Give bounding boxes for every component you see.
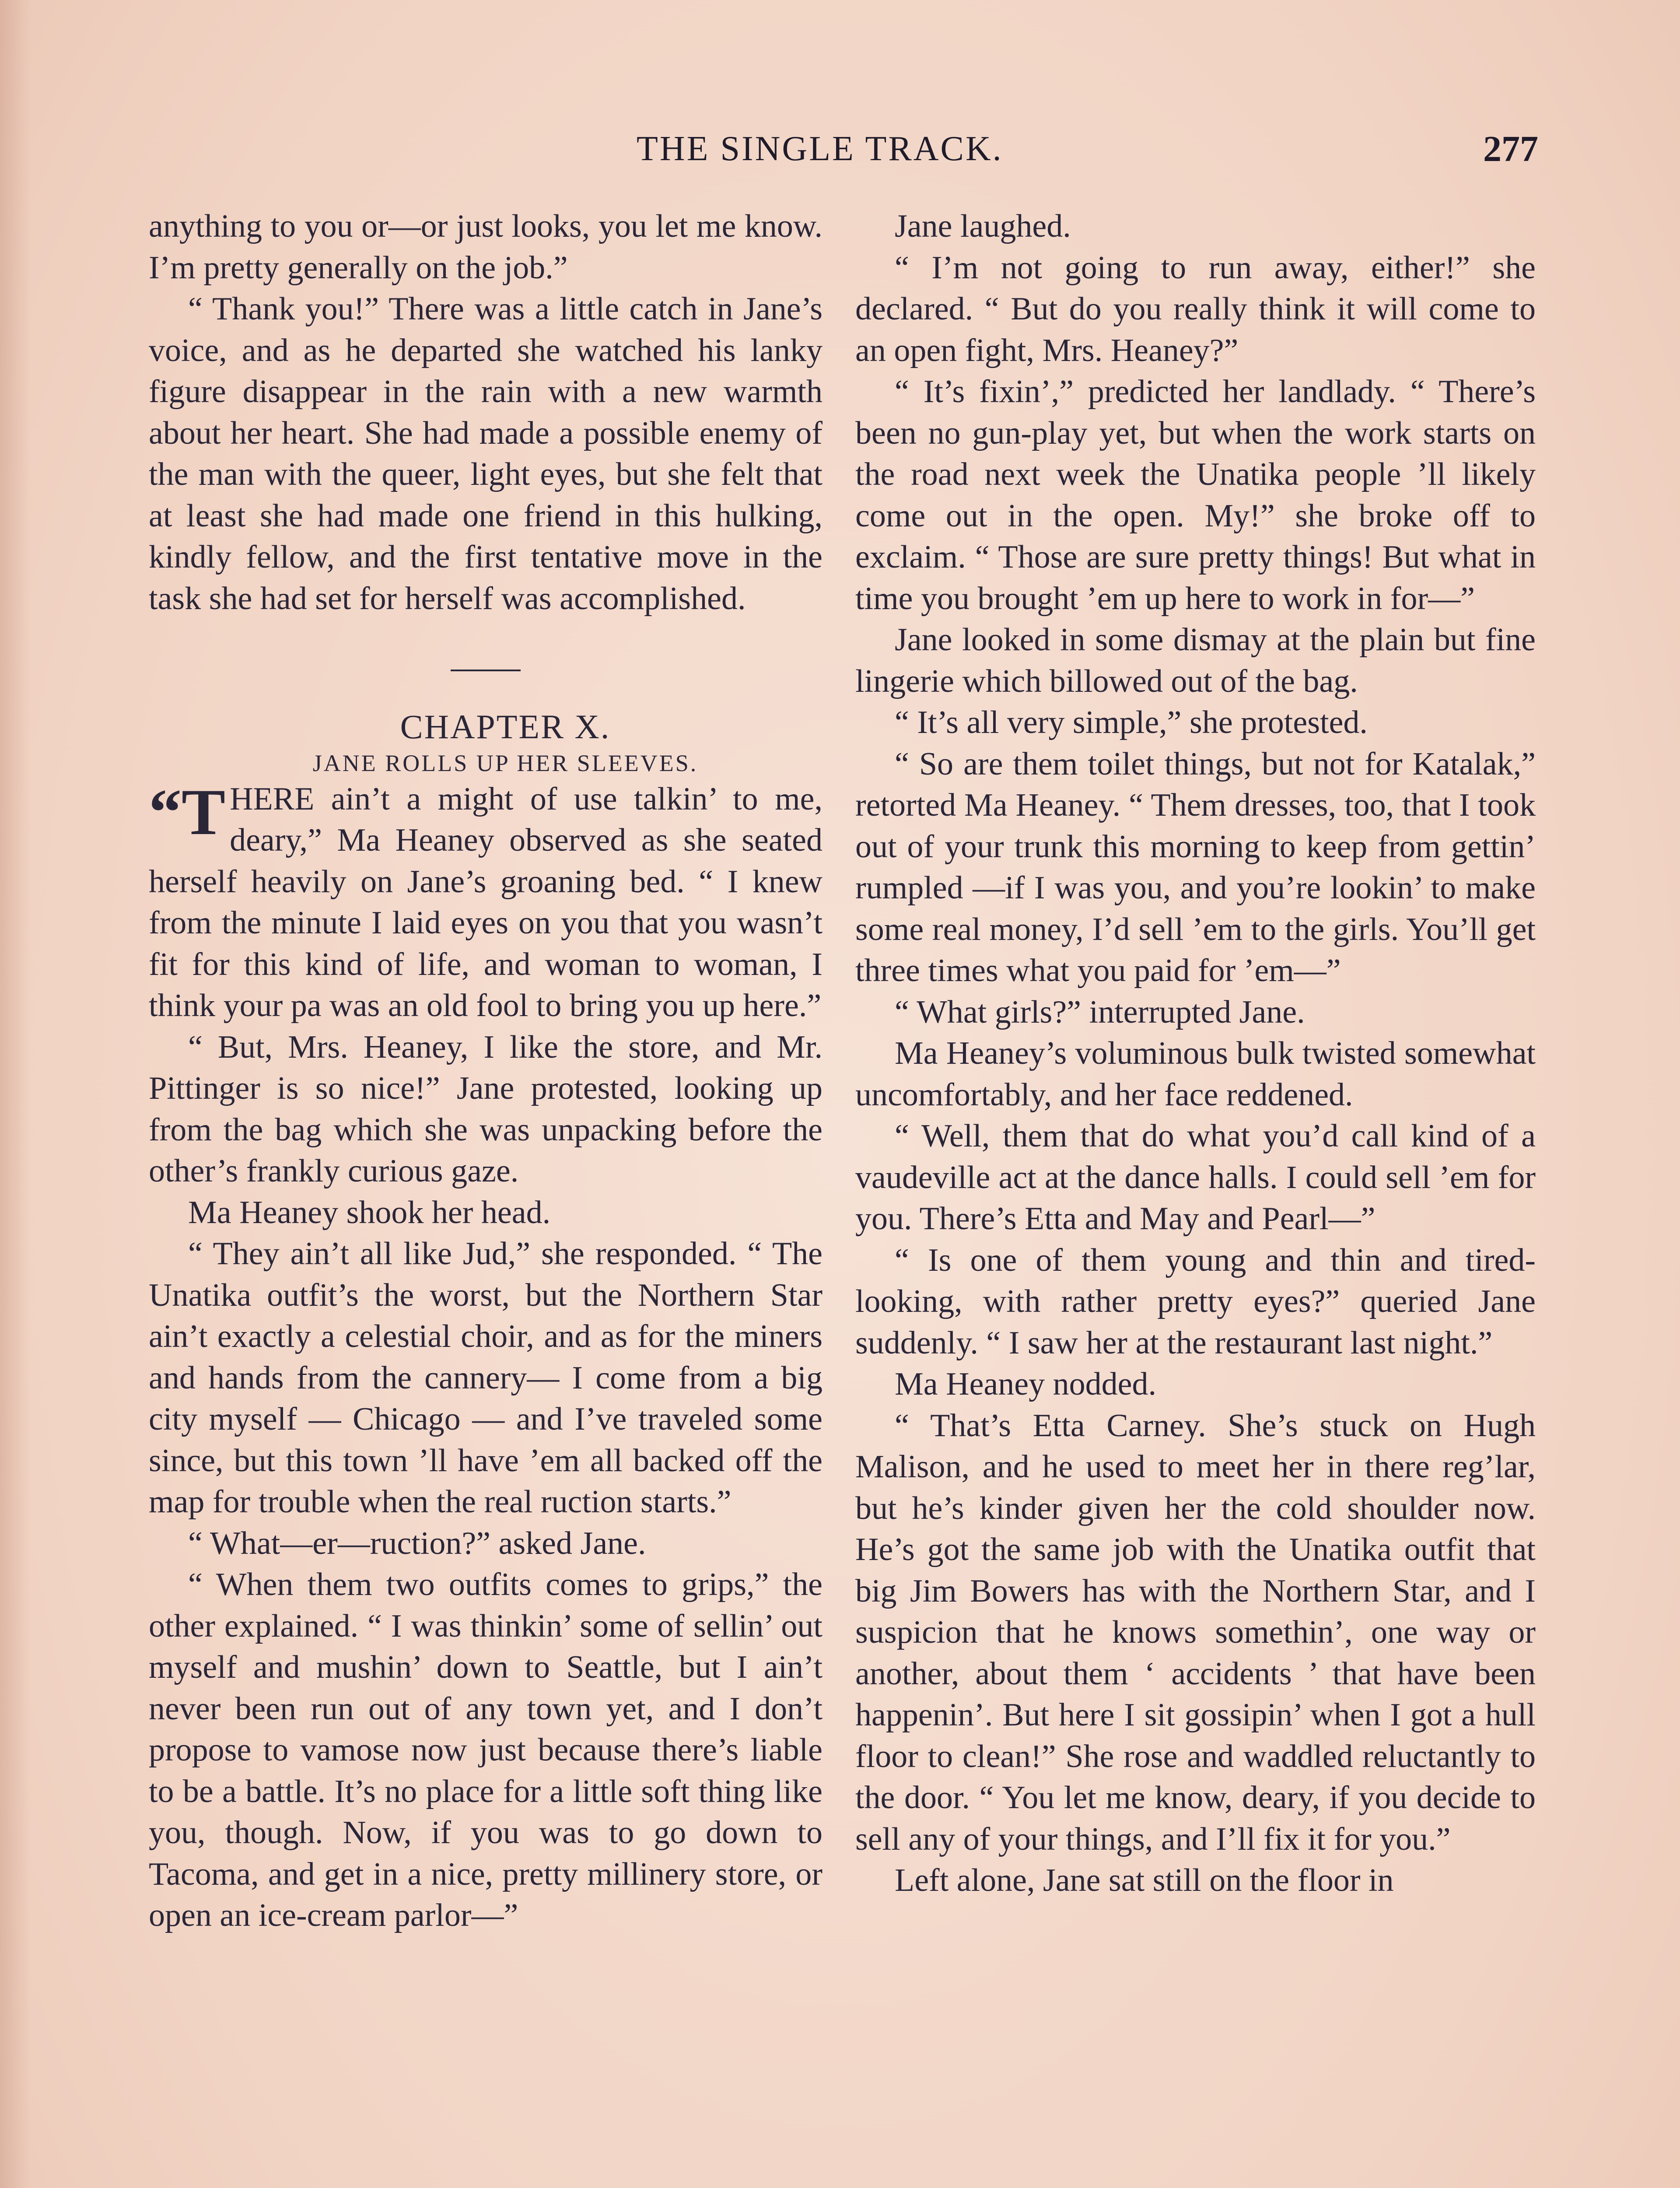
paragraph: “ They ain’t all like Jud,” she responded. “ The Unatika outfit’s the worst, but the Northern Star ain’t exactly a celestial choir, and as for the miners and hands from the cannery— I come from a big city myself — Chicago — and I’ve traveled some since, but this town ’ll have ’em all backed off the map for trouble when the real ruction starts.” <box>149 1236 822 1520</box>
section-divider <box>451 670 521 671</box>
paragraph: Jane laughed. <box>895 208 1071 244</box>
paragraph: “ What girls?” interrupted Jane. <box>895 994 1305 1030</box>
paragraph-opening <box>149 775 822 1027</box>
paragraph: “ That’s Etta Carney. She’s stuck on Hugh Malison, and he used to meet her in there reg’lar, but he’s kinder given her the cold shoulder now. He’s got the same job with the Unatika outfit that big Jim Bowers has with the Northern Star, and I suspicion that he knows somethin’, one way or another, about them ‘ accidents ’ that have been happenin’. But here I sit gossipin’ when I got a hull floor to clean!” She rose and waddled reluctantly to the door. “ You let me know, deary, if you decide to sell any of your things, and I’ll fix it for you.” <box>855 1407 1536 1857</box>
right-column <box>855 206 1536 1901</box>
paragraph: Jane looked in some dismay at the plain but fine lingerie which billowed out of the bag. <box>855 622 1536 699</box>
paragraph-opening-text: HERE ain’t a might of use talkin’ to me, deary,” Ma Heaney observed as she seated herself heavily on Jane’s groaning bed. “ I knew from the minute I laid eyes on you that you wasn’t fit for this kind of life, and woman to woman, I think your pa was an old fool to bring you up here.” <box>149 781 822 1024</box>
paragraph: “ Thank you!” There was a little catch in Jane’s voice, and as he departed she watched his lanky figure disappear in the rain with a new warmth about her heart. She had made a possible enemy of the man with the queer, light eyes, but she felt that at least she had made one friend in this hulking, kindly fellow, and the first tentative move in the task she had set for herself was accomplished. <box>149 291 822 617</box>
paragraph: “ It’s fixin’,” predicted her landlady. “ There’s been no gun-play yet, but when the work starts on the road next week the Unatika people ’ll likely come out in the open. My!” she broke off to exclaim. “ Those are sure pretty things! But what in time you brought ’em up here to work in for—” <box>855 374 1536 617</box>
paragraph: Ma Heaney shook her head. <box>188 1194 551 1231</box>
paragraph: anything to you or—or just looks, you let me know. I’m pretty generally on the job.” <box>149 208 822 286</box>
binding-shadow <box>0 0 31 2188</box>
paragraph: “ I’m not going to run away, either!” she declared. “ But do you really think it will come to an open fight, Mrs. Heaney?” <box>855 249 1536 368</box>
paragraph: “ What—er—ruction?” asked Jane. <box>188 1525 646 1561</box>
page-number: 277 <box>1483 129 1538 169</box>
paragraph: Left alone, Jane sat still on the floor in <box>895 1862 1394 1898</box>
paragraph: “ Is one of them young and thin and tired-looking, with rather pretty eyes?” queried Jane suddenly. “ I saw her at the restaurant last night.” <box>855 1242 1536 1361</box>
chapter-title: CHAPTER X. <box>400 708 611 746</box>
paragraph: “ It’s all very simple,” she protested. <box>895 705 1368 740</box>
paragraph: Ma Heaney nodded. <box>895 1366 1156 1402</box>
paragraph: Ma Heaney’s voluminous bulk twisted somewhat uncomfortably, and her face reddened. <box>855 1035 1536 1113</box>
paragraph: “ When them two outfits comes to grips,” the other explained. “ I was thinkin’ some of sellin’ out myself and mushin’ down to Seattle, but I ain’t never been run out of any town yet, and I don’t propose to vamose now just because there’s liable to be a battle. It’s no place for a little soft thing like you, though. Now, if you was to go down to Tacoma, and get in a nice, pretty millinery store, or open an ice-cream parlor—” <box>149 1567 822 1933</box>
drop-cap: “T <box>149 775 226 849</box>
paragraph: “ Well, them that do what you’d call kind of a vaudeville act at the dance halls. I could sell ’em for you. There’s Etta and May and Pearl—” <box>855 1118 1536 1237</box>
left-column <box>149 206 822 1936</box>
chapter-subtitle: JANE ROLLS UP HER SLEEVES. <box>312 750 698 776</box>
paragraph: “ But, Mrs. Heaney, I like the store, and Mr. Pittinger is so nice!” Jane protested, looking up from the bag which she was unpacking before the other’s frankly curious gaze. <box>149 1029 822 1189</box>
running-title: THE SINGLE TRACK. <box>637 130 1003 168</box>
paragraph: “ So are them toilet things, but not for Katalak,” retorted Ma Heaney. “ Them dresses, too, that I took out of your trunk this morning to keep from gettin’ rumpled —if I was you, and you’re lookin’ to make some real money, I’d sell ’em to the girls. You’ll get three times what you paid for ’em—” <box>855 746 1536 989</box>
